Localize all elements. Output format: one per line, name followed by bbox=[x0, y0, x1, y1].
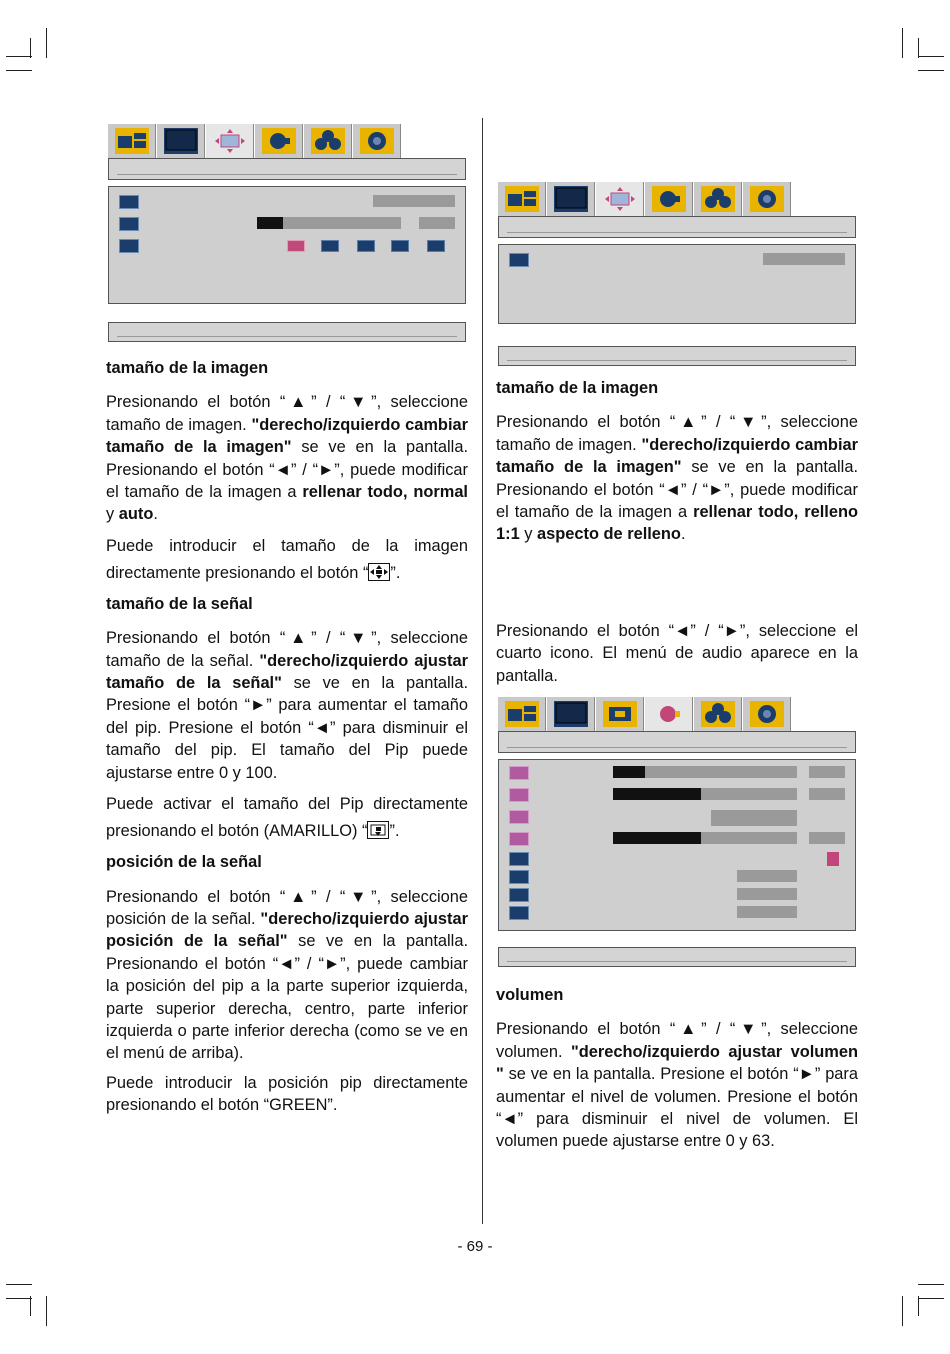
tv-icon bbox=[157, 124, 205, 158]
slider-fill bbox=[613, 766, 645, 778]
menu-row-option bbox=[509, 906, 845, 922]
paragraph: Presionando el botón “◄” / “►”, seleccione el cuarto icono. El menú de audio aparece en la pantalla. bbox=[496, 622, 858, 685]
crop-mark bbox=[918, 1284, 944, 1285]
crop-mark bbox=[6, 56, 32, 57]
crop-mark bbox=[918, 70, 944, 71]
paragraph: Presionando el botón “▲” / “▼”, seleccione tamaño de la señal. "derecho/izquierdo ajustar tamaño de la señal" se ve en la pantalla. Presione el botón “►” para aumentar el tamaño del pip. Presione el botón “◄” para disminuir el tamaño del pip. El tamaño del Pip puede ajustarse entre 0 y 100. bbox=[106, 629, 468, 782]
pip-size-button-icon bbox=[367, 821, 389, 839]
paragraph: Presionando el botón “▲” / “▼”, seleccione tamaño de imagen. "derecho/izquierdo cambiar tamaño de la imagen" se ve en la pantalla. Presionando el botón “◄” / “►”, puede modificar el tamaño de la imagen a rellenar todo, normal y auto. bbox=[106, 393, 468, 524]
volume-icon bbox=[509, 766, 529, 780]
picture-menu-screenshot bbox=[498, 182, 856, 366]
crop-mark bbox=[6, 70, 32, 71]
menu-panel bbox=[498, 759, 856, 931]
picture-icon bbox=[108, 124, 156, 158]
menu-title-bar bbox=[108, 158, 466, 180]
size-icon bbox=[509, 253, 529, 267]
menu-row-option bbox=[509, 870, 845, 886]
picture-size-button-icon bbox=[368, 563, 390, 581]
crop-mark bbox=[46, 28, 47, 58]
value-box bbox=[809, 788, 845, 800]
right-column-middle bbox=[496, 620, 858, 694]
paragraph: Presionando el botón “▲” / “▼”, seleccione tamaño de imagen. "derecho/izquierdo cambiar tamaño de la imagen" se ve en la pantalla. Presionando el botón “◄” / “►”, puede modificar el tamaño de la imagen a rellenar todo, relleno 1:1 y aspecto de relleno. bbox=[496, 413, 858, 544]
option-icon bbox=[509, 888, 529, 902]
pip-icon bbox=[596, 182, 644, 216]
value-box bbox=[373, 195, 455, 207]
menu-title-bar bbox=[498, 731, 856, 753]
position-option-icon bbox=[321, 240, 339, 252]
picture-icon bbox=[498, 182, 546, 216]
slider-fill bbox=[613, 788, 701, 800]
column-divider bbox=[482, 118, 483, 1224]
submenu-arrow-icon bbox=[827, 852, 839, 866]
menu-row-av-level bbox=[509, 832, 845, 848]
menu-tabs bbox=[498, 182, 856, 216]
crop-mark bbox=[918, 1298, 944, 1299]
features-icon bbox=[694, 182, 742, 216]
features-icon bbox=[694, 697, 742, 731]
setup-icon bbox=[743, 697, 791, 731]
menu-row-pip-size bbox=[119, 217, 455, 233]
section-heading: volumen bbox=[496, 986, 564, 1004]
position-option-icon bbox=[357, 240, 375, 252]
crop-mark bbox=[30, 1296, 31, 1316]
setup-icon bbox=[353, 124, 401, 158]
section-heading: tamaño de la imagen bbox=[496, 379, 659, 397]
paragraph: Puede introducir la posición pip directamente presionando el botón “GREEN”. bbox=[106, 1073, 468, 1115]
value-box bbox=[809, 766, 845, 778]
menu-row-sound-mode bbox=[509, 810, 845, 826]
menu-panel bbox=[108, 186, 466, 304]
menu-panel bbox=[498, 244, 856, 324]
tv-icon bbox=[547, 697, 595, 731]
features-icon bbox=[304, 124, 352, 158]
menu-footer-bar bbox=[498, 947, 856, 967]
value-box bbox=[737, 906, 797, 918]
value-box bbox=[809, 832, 845, 844]
crop-mark bbox=[902, 28, 903, 58]
tv-icon bbox=[547, 182, 595, 216]
menu-tabs bbox=[108, 124, 466, 158]
crop-mark bbox=[918, 1296, 919, 1316]
menu-row-volume bbox=[509, 766, 845, 782]
sound-mode-icon bbox=[509, 810, 529, 824]
size-icon bbox=[119, 195, 139, 209]
slider-fill bbox=[613, 832, 701, 844]
crop-mark bbox=[6, 1284, 32, 1285]
sound-icon bbox=[255, 124, 303, 158]
right-column-bottom bbox=[496, 984, 858, 1160]
section-heading: tamaño de la señal bbox=[106, 594, 253, 613]
right-column-top bbox=[496, 377, 858, 553]
value-box bbox=[737, 888, 797, 900]
crop-mark bbox=[902, 1296, 903, 1326]
pip-menu-screenshot bbox=[108, 124, 466, 342]
menu-footer-bar bbox=[108, 322, 466, 342]
value-box bbox=[737, 870, 797, 882]
av-level-icon bbox=[509, 832, 529, 846]
menu-row-option bbox=[509, 888, 845, 904]
menu-row-pip-position bbox=[119, 239, 455, 255]
menu-row-picture-size bbox=[509, 253, 845, 269]
pip-position-icon bbox=[119, 239, 139, 253]
position-option-icon bbox=[287, 240, 305, 252]
position-option-icon bbox=[391, 240, 409, 252]
slider-fill bbox=[257, 217, 283, 229]
crop-mark bbox=[918, 56, 944, 57]
option-icon bbox=[509, 870, 529, 884]
menu-tabs bbox=[498, 697, 856, 731]
paragraph: Puede introducir el tamaño de la imagen directamente presionando el botón “ ”. bbox=[106, 536, 468, 582]
option-icon bbox=[509, 906, 529, 920]
pip-size-icon bbox=[119, 217, 139, 231]
crop-mark bbox=[918, 38, 919, 58]
menu-title-bar bbox=[498, 216, 856, 238]
value-box bbox=[711, 810, 797, 826]
left-column bbox=[106, 357, 468, 1124]
balance-icon bbox=[509, 788, 529, 802]
picture-icon bbox=[498, 697, 546, 731]
crop-mark bbox=[30, 38, 31, 58]
crop-mark bbox=[46, 1296, 47, 1326]
sound-icon bbox=[645, 182, 693, 216]
menu-footer-bar bbox=[498, 346, 856, 366]
sound-menu-screenshot bbox=[498, 697, 856, 967]
sound-icon bbox=[645, 697, 693, 731]
setup-icon bbox=[743, 182, 791, 216]
menu-row-picture-size bbox=[119, 195, 455, 211]
paragraph: Presionando el botón “▲” / “▼”, seleccione posición de la señal. "derecho/izquierdo ajustar posición de la señal" se ve en la pantalla. Presionando el botón “◄” / “►”, puede cambiar la posición del pip a la parte superior izquierda, parte superior derecha, centro, parte inferior izquierda o parte inferior derecha (como se ve en el menú de arriba). bbox=[106, 887, 468, 1063]
paragraph: Puede activar el tamaño del Pip directamente presionando el botón (AMARILLO) “ ”. bbox=[106, 795, 468, 841]
position-option-icon bbox=[427, 240, 445, 252]
crop-mark bbox=[6, 1298, 32, 1299]
paragraph: Presionando el botón “▲” / “▼”, seleccione volumen. "derecho/izquierdo ajustar volumen " se ve en la pantalla. Presione el botón “►” para aumentar el nivel de volumen. Presione el botón “◄” para disminuir el nivel de volumen. El volumen puede ajustarse entre 0 y 63. bbox=[496, 1020, 859, 1151]
equalizer-icon bbox=[509, 852, 529, 866]
section-heading: posición de la señal bbox=[106, 853, 262, 872]
section-heading: tamaño de la imagen bbox=[106, 359, 269, 377]
value-box bbox=[419, 217, 455, 229]
menu-row-balance bbox=[509, 788, 845, 804]
value-box bbox=[763, 253, 845, 265]
pip-icon bbox=[596, 697, 644, 731]
pip-icon bbox=[206, 124, 254, 158]
page-number: - 69 - bbox=[457, 1238, 493, 1255]
menu-row-equalizer bbox=[509, 852, 845, 868]
